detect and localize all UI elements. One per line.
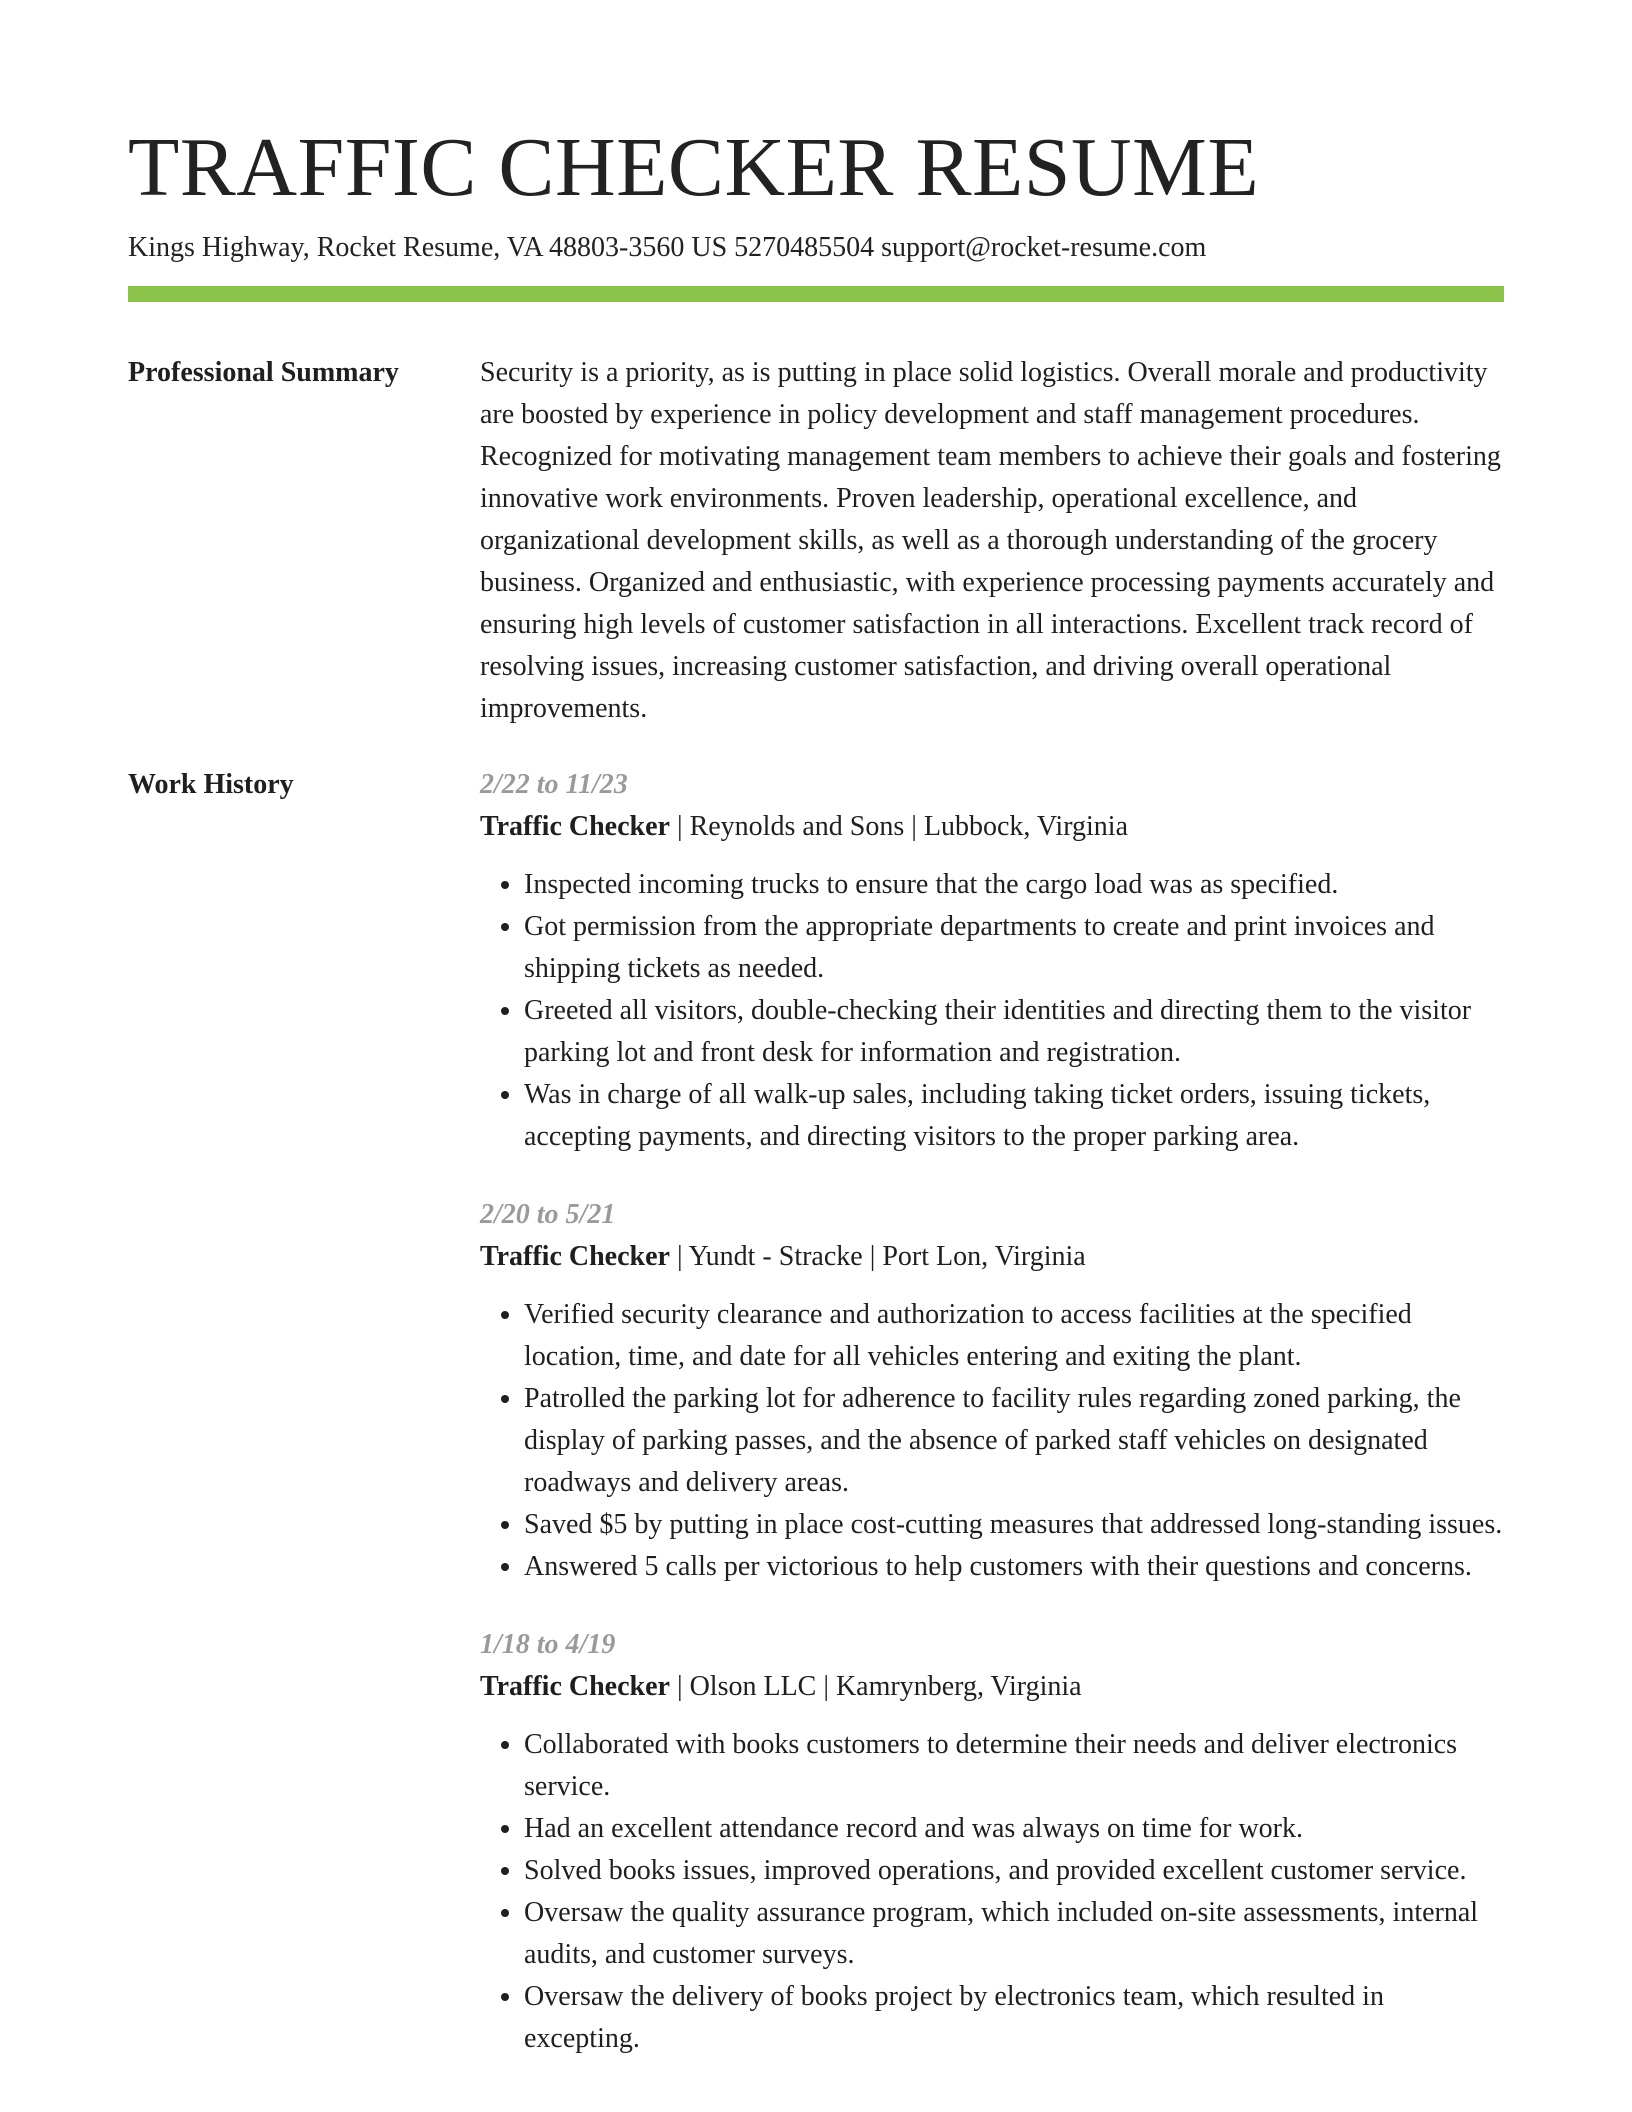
list-item: • Patrolled the parking lot for adherence to facility rules regarding zoned parking, the display of parking passes, and the absence of parked staff vehicles on designated roadways and delivery areas. xyxy=(524,1378,1504,1504)
list-item: • Collaborated with books customers to determine their needs and deliver electronics service. xyxy=(524,1724,1504,1808)
list-item: • Was in charge of all walk-up sales, including taking ticket orders, issuing tickets, accepting payments, and directing visitors to the proper parking area. xyxy=(524,1074,1504,1158)
list-item: • Got permission from the appropriate departments to create and print invoices and shipping tickets as needed. xyxy=(524,906,1504,990)
job-bullets xyxy=(480,1294,1504,1588)
job-entry xyxy=(480,764,1504,1158)
professional-summary-section xyxy=(128,352,1504,730)
summary-body xyxy=(480,352,1504,730)
job-details: | Reynolds and Sons | Lubbock, Virginia xyxy=(669,811,1129,842)
job-dates: 2/22 to 11/23 xyxy=(480,769,628,800)
job-heading xyxy=(480,1666,1504,1708)
list-item: • Solved books issues, improved operations, and provided excellent customer service. xyxy=(524,1850,1504,1892)
list-item: • Greeted all visitors, double-checking their identities and directing them to the visitor parking lot and front desk for information and registration. xyxy=(524,990,1504,1074)
job-heading xyxy=(480,1236,1504,1278)
list-item: • Answered 5 calls per victorious to help customers with their questions and concerns. xyxy=(524,1546,1504,1588)
list-item: • Had an excellent attendance record and was always on time for work. xyxy=(524,1808,1504,1850)
list-item: • Saved $5 by putting in place cost-cutting measures that addressed long-standing issues. xyxy=(524,1504,1504,1546)
work-history-body xyxy=(480,764,1504,2096)
job-bullets xyxy=(480,864,1504,1158)
list-item: • Oversaw the delivery of books project by electronics team, which resulted in excepting. xyxy=(524,1976,1504,2060)
section-label: Professional Summary xyxy=(128,357,399,388)
job-dates: 1/18 to 4/19 xyxy=(480,1629,616,1660)
list-item: • Inspected incoming trucks to ensure that the cargo load was as specified. xyxy=(524,864,1504,906)
accent-divider xyxy=(128,286,1504,302)
job-entry xyxy=(480,1194,1504,1588)
job-bullets xyxy=(480,1724,1504,2060)
job-details: | Olson LLC | Kamrynberg, Virginia xyxy=(669,1671,1082,1702)
list-item: • Oversaw the quality assurance program, which included on-site assessments, internal audits, and customer surveys. xyxy=(524,1892,1504,1976)
page-title: TRAFFIC CHECKER RESUME xyxy=(128,121,1260,214)
job-title: Traffic Checker xyxy=(480,1671,670,1702)
contact-line: Kings Highway, Rocket Resume, VA 48803-3560 US 5270485504 support@rocket-resume.com xyxy=(128,232,1207,263)
job-title: Traffic Checker xyxy=(480,1241,670,1272)
summary-text: Security is a priority, as is putting in place solid logistics. Overall morale and productivity are boosted by experience in policy development and staff management procedures. Recognized for motivating management team members to achieve their goals and fostering innovative work environments. Proven leadership, operational excellence, and organizational development skills, as well as a thorough understanding of the grocery business. Organized and enthusiastic, with experience processing payments accurately and ensuring high levels of customer satisfaction in all interactions. Excellent track record of resolving issues, increasing customer satisfaction, and driving overall operational improvements. xyxy=(480,357,1501,724)
list-item: • Verified security clearance and authorization to access facilities at the specified location, time, and date for all vehicles entering and exiting the plant. xyxy=(524,1294,1504,1378)
work-history-section xyxy=(128,764,1504,2096)
job-entry xyxy=(480,1624,1504,2060)
section-label: Work History xyxy=(128,769,294,800)
job-dates: 2/20 to 5/21 xyxy=(480,1199,616,1230)
job-heading xyxy=(480,806,1504,848)
job-details: | Yundt - Stracke | Port Lon, Virginia xyxy=(669,1241,1086,1272)
job-title: Traffic Checker xyxy=(480,811,670,842)
